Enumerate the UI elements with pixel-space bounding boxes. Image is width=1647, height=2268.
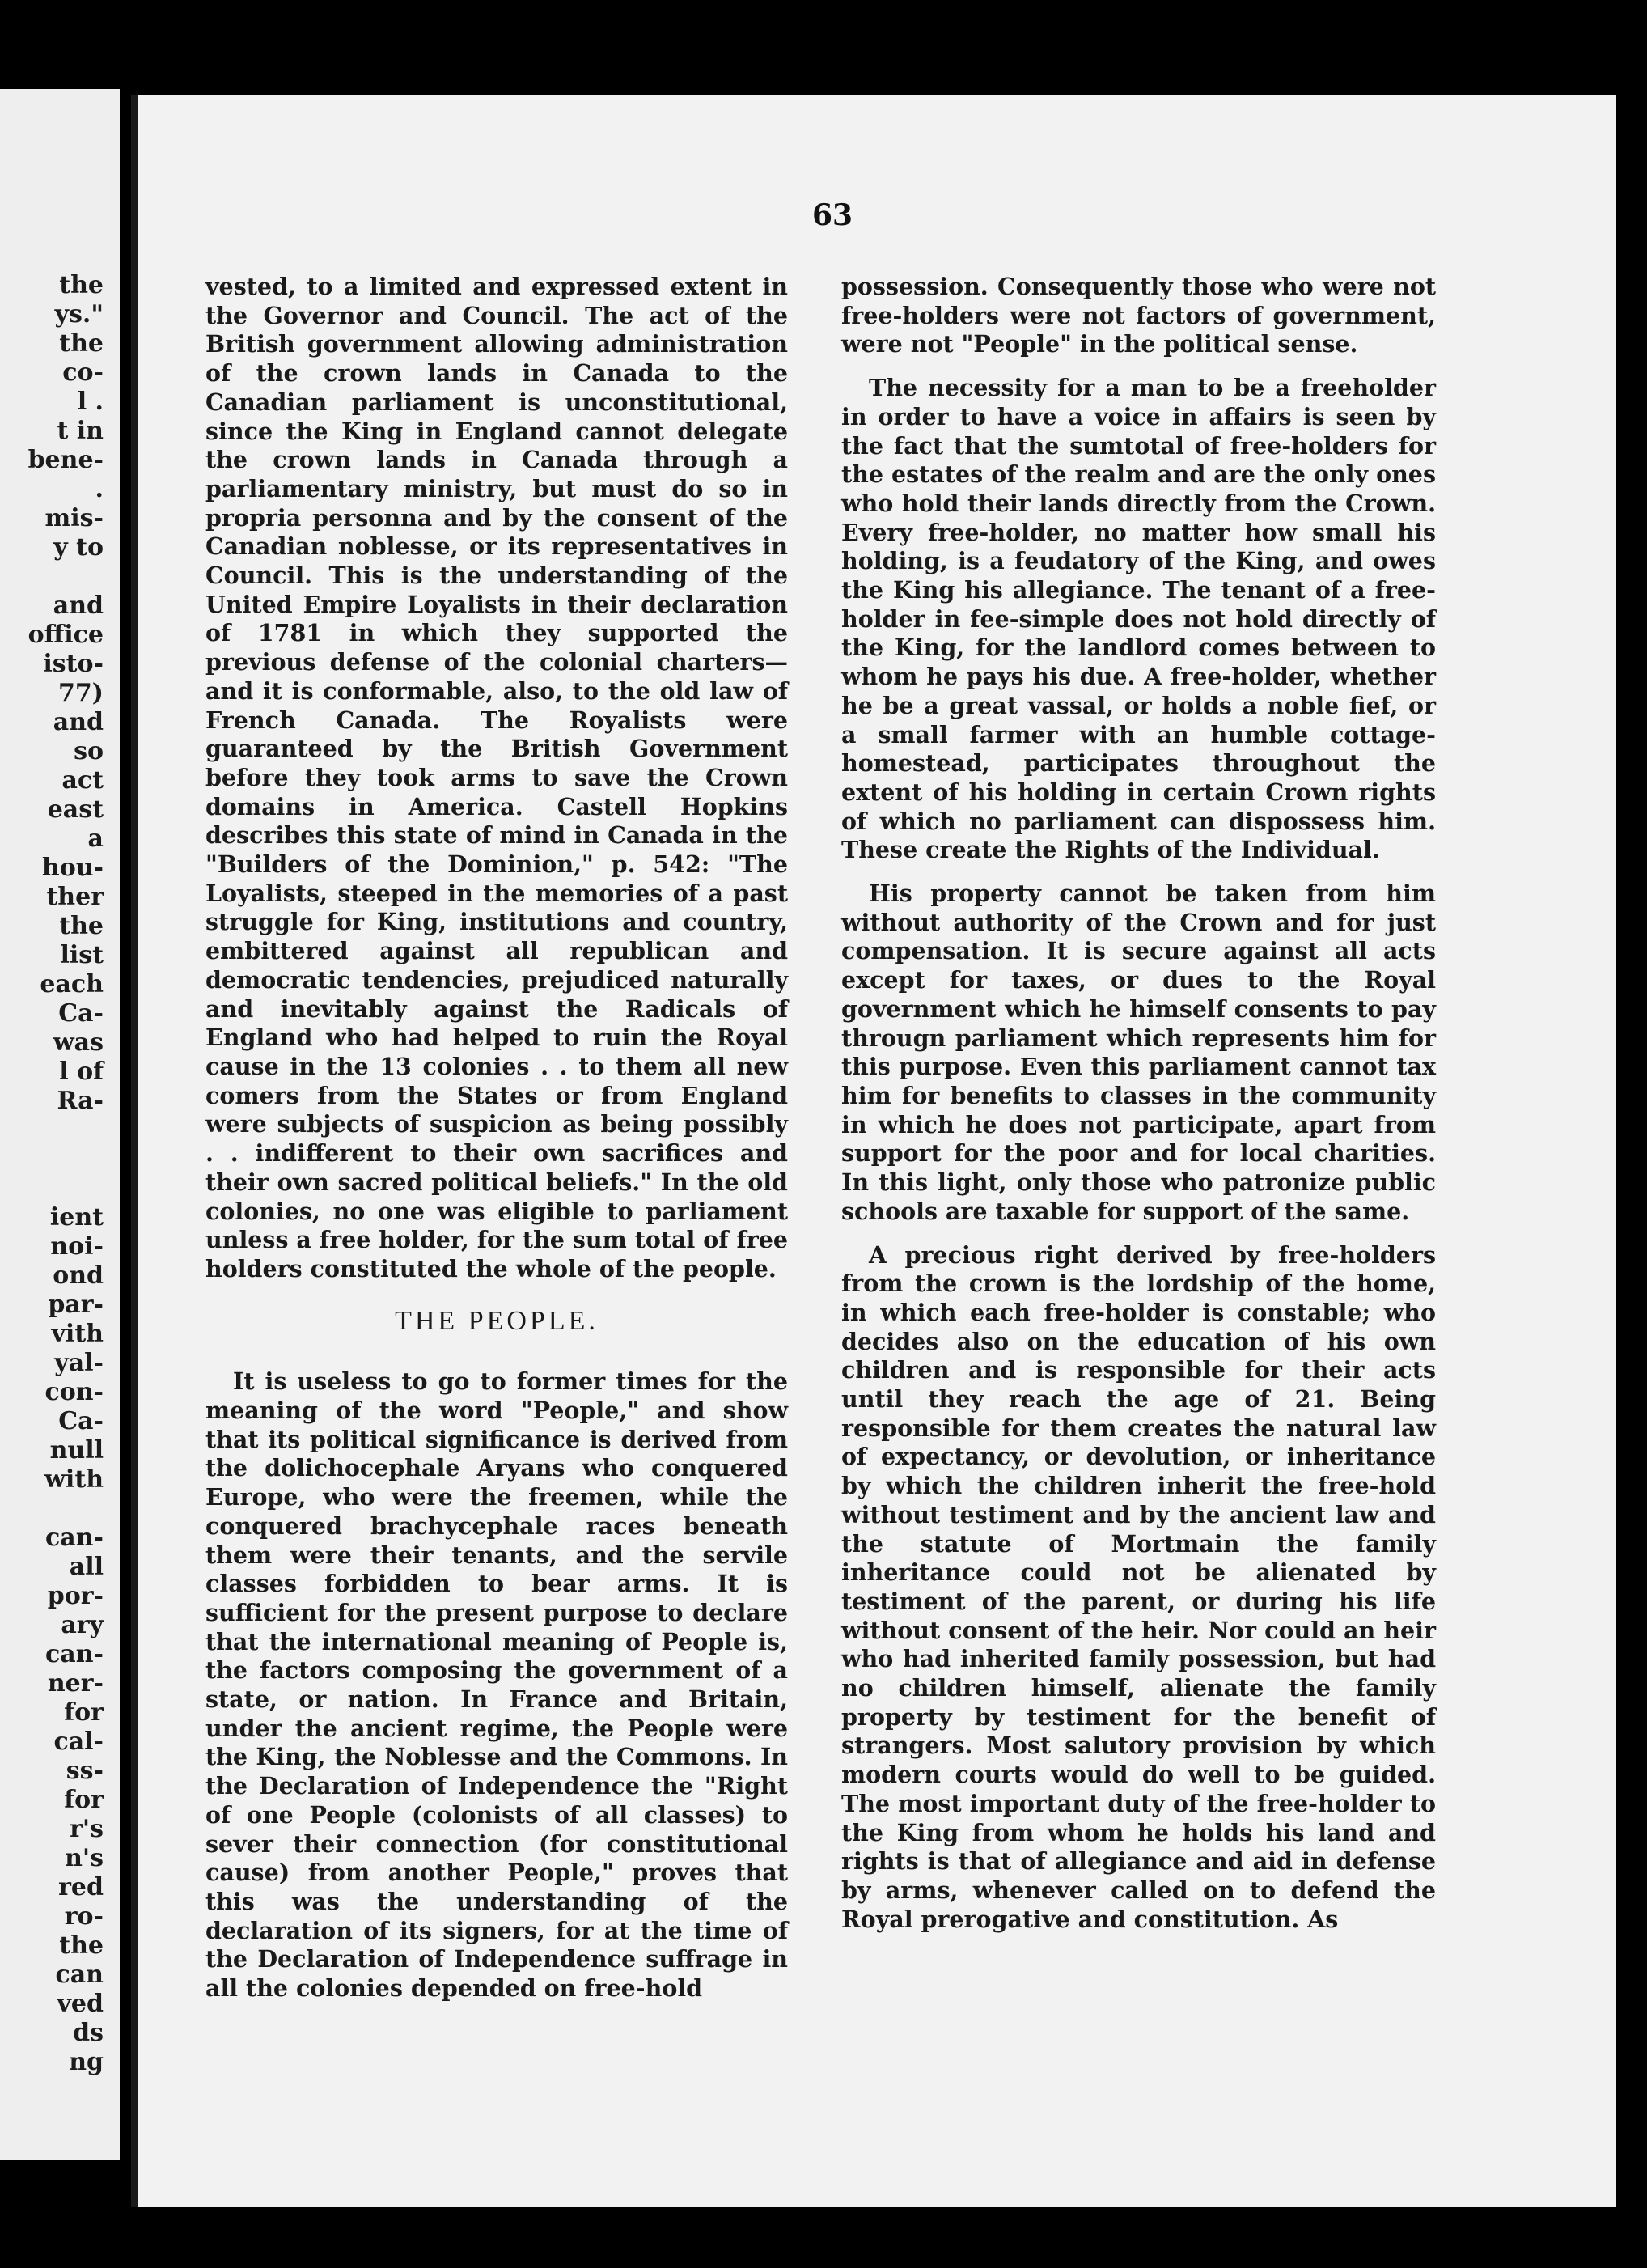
previous-page-fragment <box>28 1116 104 1145</box>
previous-page-fragment: the <box>59 912 104 940</box>
left-paragraph-1: vested, to a limited and expressed extent in the Governor and Council. The act of the British government allowing administration of the crown lands in Canada to the Canadian parliament is unconstitutional, since the King in England cannot delegate the crown lands in Canada through a parliamentary ministry, but must do so in propria personna and by the consent of the Canadian noblesse, or its representatives in Council. This is the understanding of the United Empire Loyalists in their declaration of 1781 in which they supported the previous defense of the colonial charters—and it is conformable, also, to the old law of French Canada. The Royalists were guaranteed by the British Government before they took arms to save the Crown domains in America. Castell Hopkins describes this state of mind in Canada in the "Builders of the Dominion," p. 542: "The Loyalists, steeped in the memories of a past struggle for King, institutions and country, embittered against all republican and democratic tendencies, prejudiced naturally and inevitably against the Radicals of England who had helped to ruin the Royal cause in the 13 colonies . . to them all new comers from the States or from England were subjects of suspicion as being possibly . . indifferent to their own sacrifices and their own sacred political beliefs." In the old colonies, no one was eligible to parliament unless a free holder, for the sum total of free holders constituted the whole of the people. <box>205 273 788 1282</box>
previous-page-fragment: yal- <box>54 1349 104 1377</box>
section-heading: THE PEOPLE. <box>395 1305 599 1336</box>
previous-page-fragment: por- <box>47 1582 104 1610</box>
previous-page-fragment: n's <box>65 1844 104 1872</box>
previous-page-fragment: for <box>64 1698 104 1727</box>
previous-page-fragment: can- <box>45 1640 104 1668</box>
previous-page-fragment: y to <box>53 533 104 562</box>
right-column <box>841 273 1436 1934</box>
previous-page-fragment: isto- <box>43 650 104 678</box>
previous-page-fragment: r's <box>70 1815 104 1843</box>
previous-page-fragment: ys." <box>54 300 104 329</box>
previous-page-fragment: ss- <box>66 1757 104 1785</box>
previous-page-fragment: . <box>95 475 104 503</box>
previous-page-fragment: Ra- <box>57 1087 104 1115</box>
previous-page-fragment: so <box>74 737 104 765</box>
left-paragraph-2: It is useless to go to former times for the meaning of the word "People," and show that its political significance is derived from the dolichocephale Aryans who conquered Europe, who were the freemen, while the conquered brachycephale races beneath them were their tenants, and the servile classes forbidden to bear arms. It is sufficient for the present purpose to declare that the international meaning of People is, the factors composing the government of a state, or nation. In France and Britain, under the ancient regime, the People were the King, the Noblesse and the Commons. In the Declaration of Independence the "Right of one People (colonists of all classes) to sever their connection (for constitutional cause) from another People," proves that this was the understanding of the declaration of its signers, for at the time of the Declaration of Independence suffrage in all the colonies depended on free-hold <box>205 1367 788 2003</box>
previous-page-fragment: east <box>47 795 104 824</box>
previous-page-fragment: noi- <box>50 1232 104 1261</box>
previous-page-fragment: the <box>59 329 104 358</box>
previous-page-fragment: a <box>87 825 104 853</box>
previous-page-fragment: 77) <box>58 679 104 707</box>
previous-page-fragment <box>28 1174 104 1203</box>
previous-page-fragment: mis- <box>44 504 104 532</box>
previous-page-fragment: with <box>44 1465 104 1494</box>
right-paragraph-1: possession. Consequently those who were not free-holders were not factors of government, were not "People" in the political sense. <box>841 273 1436 358</box>
previous-page-fragment: bene- <box>28 446 104 474</box>
previous-page-fragment: all <box>69 1553 104 1581</box>
previous-page-fragment: ved <box>57 1990 104 2018</box>
right-paragraph-3: His property cannot be taken from him without authority of the Crown and for just compensation. It is secure against all acts except for taxes, or dues to the Royal government which he himself consents to pay througn parliament which represents him for this purpose. Even this parliament cannot tax him for benefits to classes in the community in which he does not participate, apart from support for the poor and for local charities. In this light, only those who patronize public schools are taxable for support of the same. <box>841 880 1436 1225</box>
previous-page-fragment: null <box>49 1436 104 1465</box>
right-paragraph-2: The necessity for a man to be a freeholder in order to have a voice in affairs is seen by the fact that the sumtotal of free-holders for the estates of the realm and are the only ones who hold their lands directly from the Crown. Every free-holder, no matter how small his holding, is a feudatory of the King, and owes the King his allegiance. The tenant of a free-holder in fee-simple does not hold directly of the King, for the landlord comes between to whom he pays his due. A free-holder, whether he be a great vassal, or holds a noble fief, or a small farmer with an humble cottage-homestead, participates throughout the extent of his holding in certain Crown rights of which no parliament can dispossess him. These create the Rights of the Individual. <box>841 374 1436 864</box>
previous-page-fragment: and <box>53 708 104 736</box>
previous-page-fragment: office <box>28 621 104 649</box>
previous-page-fragment: the <box>59 1931 104 1960</box>
previous-page-fragment: for <box>64 1786 104 1814</box>
previous-page-fragment: and <box>53 591 104 620</box>
previous-page-fragment: cal- <box>53 1727 104 1756</box>
previous-page-fragment: the <box>59 271 104 299</box>
previous-page-fragment: red <box>58 1873 104 1901</box>
previous-page-fragment: ds <box>73 2019 104 2047</box>
previous-page-text-fragments <box>28 271 104 2077</box>
previous-page-fragment: vith <box>51 1320 104 1348</box>
previous-page-fragment: l of <box>59 1058 104 1086</box>
previous-page-fragment: ther <box>46 883 104 911</box>
right-paragraph-4: A precious right derived by free-holders from the crown is the lordship of the home, in which each free-holder is constable; who decides also on the education of his own children and is responsible for their acts until they reach the age of 21. Being responsible for them creates the natural law of expectancy, or devolution, or inheritance by which the children inherit the free-hold without testiment and by the ancient law and the statute of Mortmain the family inheritance could not be alienated by testiment of the parent, or during his life without consent of the heir. Nor could an heir who had inherited family possession, but had no children himself, alienate the family property by testiment for the benefit of strangers. Most salutory provision by which modern courts would do well to be guided. The most important duty of the free-holder to the King from whom he holds his land and rights is that of allegiance and aid in defense by arms, whenever called on to defend the Royal prerogative and constitution. As <box>841 1240 1436 1933</box>
previous-page-edge <box>0 89 120 2160</box>
previous-page-fragment: ner- <box>47 1669 104 1698</box>
previous-page-fragment: can- <box>45 1524 104 1552</box>
previous-page-fragment: ond <box>53 1261 104 1290</box>
page-number: 63 <box>812 198 853 232</box>
previous-page-fragment: act <box>61 766 104 795</box>
previous-page-fragment: l . <box>77 388 104 416</box>
page-binding-rule <box>131 95 138 2207</box>
previous-page-fragment: par- <box>48 1291 104 1319</box>
previous-page-fragment: Ca- <box>58 1407 104 1435</box>
previous-page-fragment: each <box>40 970 104 998</box>
previous-page-fragment: ient <box>49 1203 104 1232</box>
previous-page-fragment: can <box>55 1961 104 1989</box>
previous-page-fragment: ro- <box>64 1902 104 1931</box>
previous-page-fragment <box>28 1145 104 1174</box>
previous-page-fragment: t in <box>57 417 104 445</box>
previous-page-fragment <box>28 1494 104 1524</box>
document-page <box>131 95 1616 2207</box>
previous-page-fragment: con- <box>44 1378 104 1406</box>
previous-page-fragment: ng <box>69 2048 104 2076</box>
previous-page-fragment <box>28 562 104 591</box>
left-column <box>205 273 788 2003</box>
previous-page-fragment: ary <box>61 1611 104 1639</box>
previous-page-fragment: was <box>53 1028 104 1057</box>
previous-page-fragment: Ca- <box>58 999 104 1028</box>
previous-page-fragment: co- <box>62 358 104 387</box>
previous-page-fragment: hou- <box>41 854 104 882</box>
previous-page-fragment: list <box>60 941 104 969</box>
